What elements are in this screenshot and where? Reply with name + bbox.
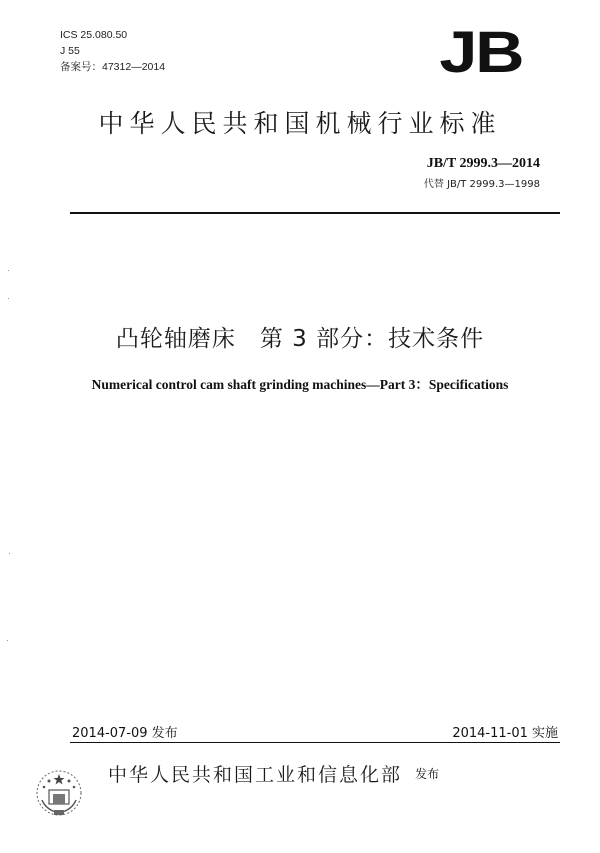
publisher-row: [108, 760, 439, 787]
replaces-standard: 代替 JB/T 2999.3—1998: [423, 179, 540, 190]
standard-authority: 中华人民共和国机械行业标准: [98, 109, 502, 138]
scan-speck: [7, 640, 8, 641]
title-english: Numerical control cam shaft grinding machines—Part 3：Specifications: [91, 377, 509, 392]
publisher-name: 中华人民共和国工业和信息化部: [108, 764, 403, 786]
top-divider: [70, 212, 560, 214]
national-emblem-icon: [32, 766, 86, 820]
record-number: 备案号：47312—2014: [60, 61, 166, 73]
scan-speck: [8, 298, 9, 299]
implementation-date: 2014-11-01 实施: [452, 726, 558, 741]
publish-label: 发布: [415, 767, 440, 781]
jb-logo: JB: [439, 20, 522, 85]
scan-speck: [8, 270, 9, 271]
header-meta: [60, 27, 165, 75]
classification-code: J 55: [60, 45, 80, 57]
scan-speck: [9, 553, 10, 554]
standard-number: JB/T 2999.3—2014: [426, 156, 540, 171]
bottom-divider: [70, 742, 560, 743]
issue-date: 2014-07-09 发布: [72, 726, 178, 741]
title-chinese: 凸轮轴磨床 第 3 部分：技术条件: [115, 326, 485, 352]
ics-code: ICS 25.080.50: [60, 29, 128, 41]
